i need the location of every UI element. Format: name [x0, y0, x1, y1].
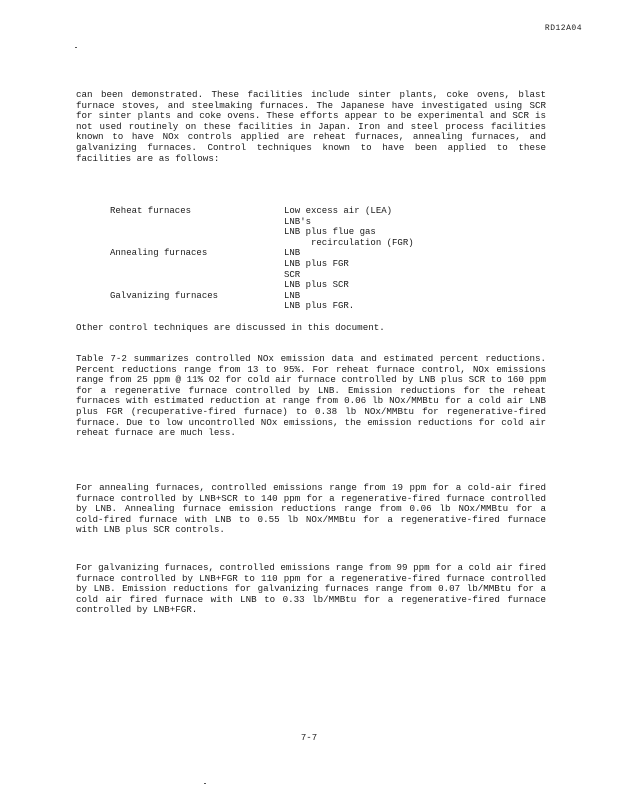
- control-technique-row: [110, 206, 490, 217]
- control-technique: LNB plus flue gas: [284, 227, 376, 238]
- control-techniques-list: [110, 206, 490, 312]
- paragraph-annealing-furnaces: For annealing furnaces, controlled emissions range from 19 ppm for a cold-air fired furnace controlled by LNB+SCR to 140 ppm for a regenerative-fired furnace controlled by LNB. Annealing furnace emission reductions range from 0.06 lb NOx/MMBtu for a cold-fired furnace with LNB to 0.55 lb NOx/MMBtu for a regenerative-fired furnace with LNB plus SCR controls.: [76, 482, 546, 536]
- paragraph-reheat-furnaces: Table 7-2 summarizes controlled NOx emission data and estimated percent reductions. Percent reductions range from 13 to 95%. For reheat furnace control, NOx emissions range from 25 ppm @ 11% O2 for cold air furnace controlled by LNB plus SCR to 160 ppm for a regenerative furnace controlled by LNB. Emission reductions for the reheat furnaces with estimated reduction at range from 0.06 lb NOx/MMBtu for a cold air LNB plus FGR (recuperative-fired furnace) to 0.38 lb NOx/MMBtu for regenerative-fired furnace. Due to low uncontrolled NOx emissions, the emission reductions for cold air reheat furnace are much less.: [76, 353, 546, 439]
- furnace-category: [110, 217, 284, 228]
- control-technique-row: [110, 217, 490, 228]
- control-technique: SCR: [284, 269, 301, 280]
- furnace-category: [110, 301, 284, 312]
- control-technique-row: [110, 291, 490, 302]
- paragraph-controls-intro: can been demonstrated. These facilities include sinter plants, coke ovens, blast furnace stoves, and steelmaking furnaces. The Japanese have investigated using SCR for sinter plants and coke ovens. These efforts appear to be experimental and SCR is not used routinely on these facilities in Japan. Iron and steel process facilities known to have NOx controls applied are reheat furnaces, annealing furnaces, and galvanizing furnaces. Control techniques known to have been applied to these facilities are as follows:: [76, 89, 546, 164]
- furnace-category: Galvanizing furnaces: [110, 290, 219, 301]
- control-technique: LNB plus SCR: [284, 280, 349, 291]
- control-technique-row: [110, 270, 490, 281]
- control-technique-row: [110, 248, 490, 259]
- paragraph-other-techniques: Other control techniques are discussed in this document.: [76, 322, 385, 333]
- control-technique: Low excess air (LEA): [284, 206, 393, 216]
- furnace-category: Reheat furnaces: [110, 206, 192, 216]
- furnace-category: [110, 238, 284, 249]
- control-technique: LNB plus FGR: [284, 258, 349, 269]
- control-technique-row: [110, 259, 490, 270]
- furnace-category: [110, 227, 284, 238]
- control-technique: LNB: [284, 248, 301, 259]
- furnace-category: [110, 270, 284, 281]
- control-technique: recirculation (FGR): [284, 237, 414, 248]
- paragraph-galvanizing-furnaces: For galvanizing furnaces, controlled emissions range from 99 ppm for a cold air fired furnace controlled by LNB+FGR to 110 ppm for a regenerative-fired furnace controlled by LNB. Emission reductions for galvanizing furnaces range from 0.07 lb/MMBtu for a cold air fired furnace with LNB to 0.33 lb/MMBtu for a regenerative-fired furnace controlled by LNB+FGR.: [76, 562, 546, 616]
- control-technique-row: [110, 280, 490, 291]
- control-technique: LNB: [284, 290, 301, 301]
- control-technique: LNB's: [284, 216, 312, 227]
- scan-speck: [204, 783, 206, 784]
- control-technique: LNB plus FGR.: [284, 301, 355, 312]
- document-id: RD12A04: [544, 24, 582, 33]
- furnace-category: [110, 259, 284, 270]
- furnace-category: [110, 280, 284, 291]
- scan-speck: [75, 47, 77, 48]
- furnace-category: Annealing furnaces: [110, 248, 208, 259]
- control-technique-row: [110, 227, 490, 238]
- control-technique-row: [110, 301, 490, 312]
- control-technique-row: [110, 238, 490, 249]
- page-number: 7-7: [300, 733, 318, 743]
